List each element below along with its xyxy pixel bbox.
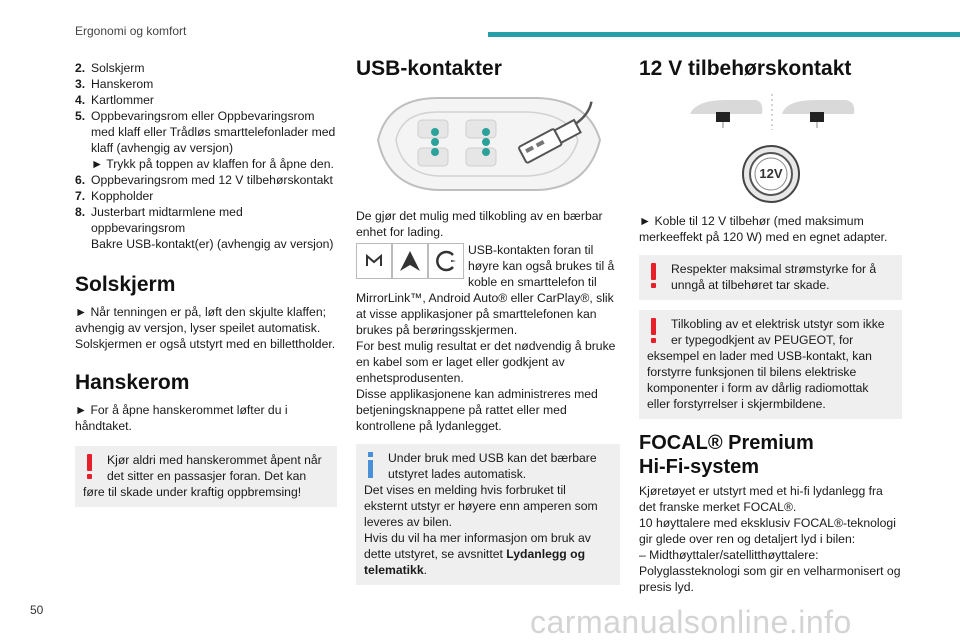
12v-body [639,213,902,595]
warning-text: Respekter maksimal strømstyrke for å unngå at tilbehøret tar skade. [671,262,877,292]
warning-text: Tilkobling av et elektrisk utstyr som ikke er typegodkjent av PEUGEOT, for eksempel en lader med USB-kontakt, kan forstyrre funksjonen til bilens elektriske komponenter i form av dårlig radiomottak eller forstyrrelser i skjermbildene. [647,317,885,411]
12v-step: ► Koble til 12 V tilbehør (med maksimum merkeeffekt på 120 W) med en egnet adapter. [639,214,888,244]
list-item: 4. Kartlommer [75,93,154,107]
heading-solskjerm: Solskjerm [75,273,176,296]
hanskerom-text: ► For å åpne hanskerommet løfter du i håndtaket. [75,403,288,433]
column-left [75,60,337,507]
header-accent-bar [488,32,960,37]
info-text-2: Det vises en melding hvis forbruket til eksternt utstyr er høyere enn amperen som leveres av bilen. [364,483,598,529]
usb-body [356,208,620,585]
heading-usb: USB-kontakter [356,57,502,80]
watermark: carmanualsonline.info [530,604,852,640]
android-auto-icon [392,243,428,279]
warning-box [75,446,337,507]
warning-icon [647,263,661,289]
list-item: 3. Hanskerom [75,77,154,91]
usb-intro: De gjør det mulig med tilkobling av en bærbar enhet for lading. [356,209,603,239]
info-box [356,444,620,585]
warning-box [639,255,902,300]
list-item: 2. Solskjerm [75,61,145,75]
apps-paragraph [356,242,620,338]
info-text-3: Hvis du vil ha mer informasjon om bruk av dette utstyret, se avsnittet Lydanlegg og telematikk. [364,531,591,577]
apps-text: USB-kontakten foran til høyre kan også brukes til å koble en smarttelefon til MirrorLink™, Android Auto® eller CarPlay®, slik at visse applikasjoner på smarttelefonen kan brukes på berøringsskjermen. [356,243,615,337]
warning-icon [647,318,661,344]
numbered-list [75,60,337,252]
page-number: 50 [30,603,44,617]
focal-text-1: Kjøretøyet er utstyrt med et hi-fi lydanlegg fra det franske merket FOCAL®. [639,484,883,514]
warning-icon [83,454,97,480]
column-middle [356,56,620,82]
car-usb-illustration [368,90,608,200]
list-item: 6. Oppbevaringsrom med 12 V tilbehørskontakt [75,173,333,187]
warning-text: Kjør aldri med hanskerommet åpent når det sitter en passasjer foran. Det kan føre til skade under kraftig oppbremsing! [83,453,322,499]
solskjerm-text: ► Når tenningen er på, løft den skjulte klaffen; avhengig av versjon, lyser speilet automatisk. Solskjermen er også utstyrt med en billettholder. [75,305,336,351]
heading-12v: 12 V tilbehørskontakt [639,57,852,80]
list-item: 7. Koppholder [75,189,154,203]
running-header: Ergonomi og komfort [75,24,187,38]
mirrorlink-icon [356,243,392,279]
heading-hanskerom: Hanskerom [75,371,190,394]
cable-text: For best mulig resultat er det nødvendig å bruke en kabel som er laget eller godkjent av enhetsprodusenten. [356,339,616,385]
cross-reference[interactable]: Lydanlegg og telematikk [364,547,586,577]
carplay-icon [428,243,464,279]
info-text-1: Under bruk med USB kan det bærbare utstyret lades automatisk. [388,451,597,481]
info-icon [364,452,378,478]
warning-box [639,310,902,419]
column-right [639,56,902,82]
admin-text: Disse applikasjonene kan administreres med betjeningsknappene på rattet eller med kontrollene på lydanlegget. [356,387,598,433]
focal-text-2: 10 høyttalere med eksklusiv FOCAL®-teknologi gir glede over ren og detaljert lyd i bilen: [639,516,896,546]
dashboard-socket-illustration [686,92,858,132]
12v-socket-label: 12V [759,166,783,181]
list-item: 8. Justerbart midtarmlene med oppbevaringsrom Bakre USB-kontakt(er) (avhengig av versjon) [75,205,334,251]
list-item: 5. Oppbevaringsrom eller Oppbevaringsrom med klaff eller Trådløs smarttelefonlader med klaff (avhengig av versjon) ► Trykk på toppen av klaffen for å åpne den. [75,109,336,171]
focal-text-3: – Midthøyttaler/satellitthøyttalere: Polyglassteknologi som gir en velharmonisert og presis lyd. [639,548,901,594]
heading-focal: FOCAL® Premium Hi-Fi-system [639,432,814,478]
app-icons [356,243,464,279]
